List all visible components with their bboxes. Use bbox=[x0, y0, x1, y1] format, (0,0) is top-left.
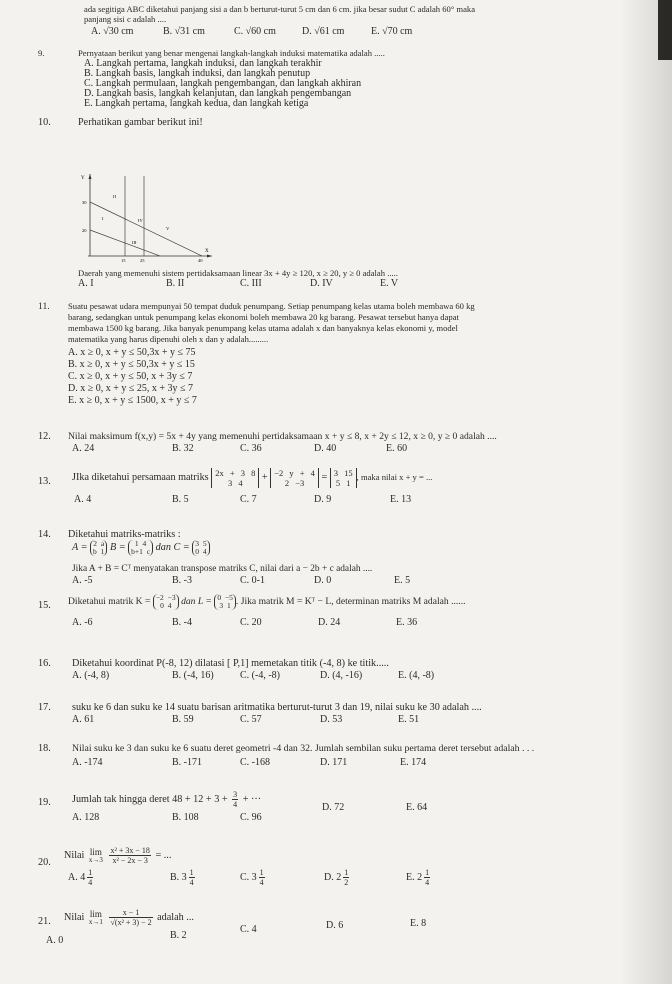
q13-m1-row1: 2x + 3 8 bbox=[215, 467, 256, 478]
q14-option-a[interactable]: A. -5 bbox=[72, 575, 93, 586]
q20-a-fraction bbox=[87, 868, 93, 887]
q13-matrix-3 bbox=[330, 468, 357, 488]
graph-region-v: V bbox=[166, 226, 170, 231]
q20-a-whole: A. 4 bbox=[68, 871, 86, 883]
q17-option-d[interactable]: D. 53 bbox=[320, 714, 343, 725]
q14-stem-2: Jika A + B = Cᵀ menyatakan transpose matriks C, nilai dari a − 2b + c adalah .... bbox=[72, 564, 373, 574]
graph-region-iii: III bbox=[132, 240, 137, 245]
q12-number: 12. bbox=[38, 431, 51, 442]
q17-option-c[interactable]: C. 57 bbox=[240, 714, 262, 725]
q20-b-fraction bbox=[189, 868, 195, 887]
q20-a-den: 4 bbox=[88, 878, 93, 887]
q21-option-e[interactable]: E. 8 bbox=[410, 918, 427, 929]
q17-option-e[interactable]: E. 51 bbox=[398, 714, 420, 725]
q20-option-b[interactable] bbox=[170, 868, 197, 887]
q14-a-row1: 2 a bbox=[93, 538, 105, 548]
q20-fraction bbox=[109, 846, 150, 865]
q20-c-num: 1 bbox=[259, 868, 264, 877]
q12-option-e[interactable]: E. 60 bbox=[386, 443, 408, 454]
q12-option-d[interactable]: D. 40 bbox=[314, 443, 337, 454]
q19-option-a[interactable]: A. 128 bbox=[72, 812, 100, 823]
q20-d-whole: D. 2 bbox=[324, 871, 342, 883]
q13-m3-row2: 5 1 bbox=[335, 477, 351, 488]
q8-stem: ada segitiga ABC diketahui panjang sisi a dan b berturut-turut 5 cm dan 6 cm. jika besar sudut C adalah 60° maka bbox=[84, 4, 476, 14]
graph-x-tick-15: 15 bbox=[121, 258, 126, 262]
q15-post: . Jika matrik M = Kᵀ − L, determinan matriks M adalah ...... bbox=[235, 596, 466, 607]
q17-option-a[interactable]: A. 61 bbox=[72, 714, 95, 725]
q18-stem: Nilai suku ke 3 dan suku ke 6 suatu deret geometri -4 dan 32. Jumlah sembilan suku pertama deret tersebut adalah . . . bbox=[72, 743, 535, 754]
graph-y-tick-20: 20 bbox=[82, 228, 87, 233]
q12-option-c[interactable]: C. 36 bbox=[240, 443, 262, 454]
q13-m1-row2: 3 4 bbox=[227, 477, 243, 488]
q19-option-d[interactable]: D. 72 bbox=[322, 802, 345, 813]
q10-stem: Perhatikan gambar berikut ini! bbox=[78, 117, 203, 128]
q17-stem: suku ke 6 dan suku ke 14 suatu barisan aritmatika berturut-turut 3 dan 19, nilai suku ke 30 adalah .... bbox=[72, 702, 482, 713]
q12-option-a[interactable]: A. 24 bbox=[72, 443, 95, 454]
q10-option-a[interactable]: A. I bbox=[78, 278, 94, 289]
q15-option-d[interactable]: D. 24 bbox=[318, 617, 341, 628]
q19-stem bbox=[72, 788, 261, 812]
q18-option-b[interactable]: B. -171 bbox=[172, 757, 202, 768]
q13-matrix-1 bbox=[211, 468, 259, 488]
q20-option-d[interactable] bbox=[324, 868, 351, 887]
q18-number: 18. bbox=[38, 743, 51, 754]
q20-lim-sub: x→3 bbox=[88, 855, 103, 864]
q20-stem bbox=[64, 842, 171, 870]
q19-fraction bbox=[232, 790, 238, 809]
q20-e-fraction bbox=[424, 868, 430, 887]
graph-region-iv: IV bbox=[138, 218, 143, 223]
q13-m2-row1: −2 y + 4 bbox=[274, 467, 315, 478]
q16-option-b[interactable]: B. (-4, 16) bbox=[172, 670, 214, 681]
q11-option-b[interactable]: B. x ≥ 0, x + y ≤ 50,3x + y ≤ 15 bbox=[68, 359, 195, 370]
q20-limit bbox=[89, 848, 103, 864]
graph-x-tick-40: 40 bbox=[198, 258, 203, 262]
q13-m3-row1: 3 15 bbox=[333, 467, 353, 478]
q16-stem: Diketahui koordinat P(-8, 12) dilatasi [ P,1] memetakan titik (-4, 8) ke titik..... bbox=[72, 658, 389, 669]
q19-fraction-den: 4 bbox=[233, 800, 238, 810]
q11-option-e[interactable]: E. x ≥ 0, x + y ≤ 1500, x + y ≤ 7 bbox=[68, 395, 197, 406]
q21-post: adalah ... bbox=[157, 912, 194, 923]
q13-post: , maka nilai x + y = ... bbox=[356, 472, 433, 482]
q20-a-num: 1 bbox=[88, 868, 93, 877]
q15-l-row1: 0 −5 bbox=[217, 592, 233, 602]
q9-option-b[interactable]: B. Langkah basis, langkah induksi, dan langkah penutup bbox=[84, 68, 311, 79]
q8-option-a[interactable]: A. √30 cm bbox=[91, 26, 134, 37]
q14-a-pre: A = bbox=[72, 542, 88, 553]
q20-c-den: 4 bbox=[259, 878, 264, 887]
q13-option-a[interactable]: A. 4 bbox=[74, 494, 92, 505]
q20-d-num: 1 bbox=[344, 868, 349, 877]
q20-b-num: 1 bbox=[189, 868, 194, 877]
q15-k-row1: −2 −3 bbox=[155, 592, 176, 602]
q21-limit bbox=[89, 910, 103, 926]
q20-e-whole: E. 2 bbox=[406, 871, 423, 883]
q15-number: 15. bbox=[38, 600, 51, 611]
q14-matrix-c bbox=[192, 540, 209, 556]
q20-b-den: 4 bbox=[189, 878, 194, 887]
graph-region-ii: II bbox=[113, 194, 116, 199]
q8-option-d[interactable]: D. √61 cm bbox=[302, 26, 345, 37]
q21-pre: Nilai bbox=[64, 912, 85, 923]
q19-fraction-num: 3 bbox=[233, 790, 238, 800]
q20-d-fraction bbox=[343, 868, 349, 887]
q10-number: 10. bbox=[38, 117, 51, 128]
q20-post: = ... bbox=[155, 850, 172, 861]
q11-option-a[interactable]: A. x ≥ 0, x + y ≤ 50,3x + y ≤ 75 bbox=[68, 347, 196, 358]
q18-option-a[interactable]: A. -174 bbox=[72, 757, 103, 768]
graph-y-tick-30: 30 bbox=[82, 200, 87, 205]
q11-number: 11. bbox=[38, 301, 50, 312]
q10-option-d[interactable]: D. IV bbox=[310, 278, 333, 289]
q14-c-row1: 3 5 bbox=[195, 538, 207, 548]
q20-option-a[interactable] bbox=[68, 868, 95, 887]
q10-option-b[interactable]: B. II bbox=[166, 278, 185, 289]
q20-option-c[interactable] bbox=[240, 868, 267, 887]
q14-option-e[interactable]: E. 5 bbox=[394, 575, 411, 586]
q21-numerator: x − 1 bbox=[109, 908, 152, 918]
q20-b-whole: B. 3 bbox=[170, 871, 187, 883]
q15-mid: dan L = bbox=[181, 596, 212, 607]
q9-stem: Pernyataan berikut yang benar mengenai langkah-langkah induksi matematika adalah ..... bbox=[78, 48, 385, 58]
q15-k-row2: 0 4 bbox=[160, 600, 172, 610]
q11-text-1: Suatu pesawat udara mempunyai 50 tempat duduk penumpang. Setiap penumpang kelas utama boleh membawa 60 kg bbox=[68, 301, 475, 311]
q8-stem-2: panjang sisi c adalah .... bbox=[84, 14, 167, 24]
q19-number: 19. bbox=[38, 797, 51, 808]
q16-option-a[interactable]: A. (-4, 8) bbox=[72, 670, 110, 681]
q13-option-e[interactable]: E. 13 bbox=[390, 494, 412, 505]
q13-option-d[interactable]: D. 9 bbox=[314, 494, 332, 505]
q19-option-c[interactable]: C. 96 bbox=[240, 812, 262, 823]
page-shadow bbox=[620, 0, 672, 984]
q20-pre: Nilai bbox=[64, 850, 85, 861]
q19-pre: Jumlah tak hingga deret 48 + 12 + 3 + bbox=[72, 794, 228, 805]
q14-matrix-b bbox=[128, 540, 153, 556]
q19-post: + ··· bbox=[242, 794, 262, 805]
q13-pre: JIka diketahui persamaan matriks bbox=[72, 472, 209, 483]
q14-c-pre: dan C = bbox=[155, 542, 190, 553]
q9-option-a[interactable]: A. Langkah pertama, langkah induksi, dan langkah terakhir bbox=[84, 58, 322, 69]
q21-lim-sub: x→1 bbox=[88, 917, 103, 926]
q20-e-num: 1 bbox=[425, 868, 430, 877]
q14-b-row2: b+1 c bbox=[131, 546, 151, 556]
q14-b-row1: 1 4 bbox=[134, 538, 147, 548]
q20-number: 20. bbox=[38, 857, 51, 868]
q16-option-e[interactable]: E. (4, -8) bbox=[398, 670, 435, 681]
q11-text-4: matematika yang harus dipenuhi oleh x dan y adalah......... bbox=[68, 334, 269, 344]
q20-e-den: 4 bbox=[425, 878, 430, 887]
q14-option-c[interactable]: C. 0-1 bbox=[240, 575, 265, 586]
q18-option-d[interactable]: D. 171 bbox=[320, 757, 348, 768]
q13-option-b[interactable]: B. 5 bbox=[172, 494, 189, 505]
q20-numerator: x² + 3x − 18 bbox=[110, 846, 150, 856]
q13-matrix-2 bbox=[270, 468, 319, 488]
q15-pre: Diketahui matrik K = bbox=[68, 596, 151, 607]
q15-option-c[interactable]: C. 20 bbox=[240, 617, 262, 628]
q21-stem bbox=[64, 904, 194, 932]
q11-option-c[interactable]: C. x ≥ 0, x + y ≤ 50, x + 3y ≤ 7 bbox=[68, 371, 193, 382]
q9-number: 9. bbox=[38, 48, 45, 58]
q13-m2-row2: 2 −3 bbox=[284, 477, 305, 488]
q15-stem bbox=[68, 592, 466, 612]
region-graph bbox=[80, 170, 220, 262]
q9-option-c[interactable]: C. Langkah permulaan, langkah pengembangan, dan langkah akhiran bbox=[84, 78, 362, 89]
q14-number: 14. bbox=[38, 529, 51, 540]
q11-text-3: membawa 1500 kg barang. Jika banyak penumpang kelas utama adalah x dan banyaknya kelas ekonomi y, model bbox=[68, 323, 458, 333]
q15-option-e[interactable]: E. 36 bbox=[396, 617, 418, 628]
q20-lim-word: lim bbox=[89, 846, 102, 857]
graph-x-tick-25: 25 bbox=[140, 258, 145, 262]
graph-y-label: Y bbox=[81, 176, 85, 181]
q8-option-e[interactable]: E. √70 cm bbox=[371, 26, 413, 37]
q13-equation: JIka diketahui persamaan matriks 2x + 3 8 3 4 + −2 y + 4 2 −3 = 3 15 5 1 , maka nilai x + y = ... bbox=[72, 467, 433, 488]
q14-option-b[interactable]: B. -3 bbox=[172, 575, 192, 586]
q21-denominator: √(x² + 3) − 2 bbox=[110, 918, 152, 928]
q20-d-den: 2 bbox=[344, 878, 349, 887]
q20-c-whole: C. 3 bbox=[240, 871, 257, 883]
q15-matrix-k bbox=[153, 594, 179, 610]
q15-option-a[interactable]: A. -6 bbox=[72, 617, 93, 628]
q9-option-e[interactable]: E. Langkah pertama, langkah kedua, dan langkah ketiga bbox=[84, 98, 309, 109]
q14-c-row2: 0 4 bbox=[195, 546, 207, 556]
q20-c-fraction bbox=[259, 868, 265, 887]
graph-region-i: I bbox=[102, 216, 104, 221]
q15-matrix-l bbox=[214, 594, 236, 610]
q13-option-c[interactable]: C. 7 bbox=[240, 494, 257, 505]
q9-option-d[interactable]: D. Langkah basis, langkah kelanjutan, dan langkah pengembangan bbox=[84, 88, 352, 99]
q20-denominator: x² − 2x − 3 bbox=[112, 856, 148, 866]
q18-option-c[interactable]: C. -168 bbox=[240, 757, 270, 768]
q16-option-c[interactable]: C. (-4, -8) bbox=[240, 670, 280, 681]
q21-fraction bbox=[109, 908, 152, 927]
q13-number: 13. bbox=[38, 476, 51, 487]
q14-matrices bbox=[72, 538, 210, 558]
q14-a-row2: b 1 bbox=[93, 546, 105, 556]
q10-stem-2: Daerah yang memenuhi sistem pertidaksamaan linear 3x + 4y ≥ 120, x ≥ 20, y ≥ 0 adalah ..... bbox=[78, 268, 398, 278]
q19-option-b[interactable]: B. 108 bbox=[172, 812, 199, 823]
q11-text-2: barang, sedangkan untuk penumpang kelas ekonomi boleh membawa 20 kg barang. Pesawat tersebut hanya dapat bbox=[68, 312, 459, 322]
q21-lim-word: lim bbox=[89, 908, 102, 919]
q21-number: 21. bbox=[38, 916, 51, 927]
q17-option-b[interactable]: B. 59 bbox=[172, 714, 194, 725]
q20-option-e[interactable] bbox=[406, 868, 432, 887]
q15-option-b[interactable]: B. -4 bbox=[172, 617, 192, 628]
q8-option-b[interactable]: B. √31 cm bbox=[163, 26, 205, 37]
q16-number: 16. bbox=[38, 658, 51, 669]
q11-option-d[interactable]: D. x ≥ 0, x + y ≤ 25, x + 3y ≤ 7 bbox=[68, 383, 193, 394]
q12-option-b[interactable]: B. 32 bbox=[172, 443, 194, 454]
q18-option-e[interactable]: E. 174 bbox=[400, 757, 427, 768]
q8-option-c[interactable]: C. √60 cm bbox=[234, 26, 276, 37]
q21-option-a[interactable]: A. 0 bbox=[46, 935, 64, 946]
q14-matrix-a bbox=[90, 540, 107, 556]
q19-option-e[interactable]: E. 64 bbox=[406, 802, 428, 813]
q14-stem: Diketahui matriks-matriks : bbox=[68, 529, 181, 540]
q15-l-row2: 3 1 bbox=[219, 600, 231, 610]
graph-x-label: X bbox=[205, 249, 209, 254]
q21-option-b[interactable]: B. 2 bbox=[170, 930, 187, 941]
q17-number: 17. bbox=[38, 702, 51, 713]
q10-option-e[interactable]: E. V bbox=[380, 278, 399, 289]
q16-option-d[interactable]: D. (4, -16) bbox=[320, 670, 363, 681]
q21-option-c[interactable]: C. 4 bbox=[240, 924, 257, 935]
q21-option-d[interactable]: D. 6 bbox=[326, 920, 344, 931]
q14-option-d[interactable]: D. 0 bbox=[314, 575, 332, 586]
q12-stem: Nilai maksimum f(x,y) = 5x + 4y yang memenuhi pertidaksamaan x + y ≤ 8, x + 2y ≤ 12, x ≥ 0, y ≥ 0 adalah .... bbox=[68, 431, 497, 442]
q10-option-c[interactable]: C. III bbox=[240, 278, 262, 289]
q14-b-pre: B = bbox=[109, 542, 126, 553]
